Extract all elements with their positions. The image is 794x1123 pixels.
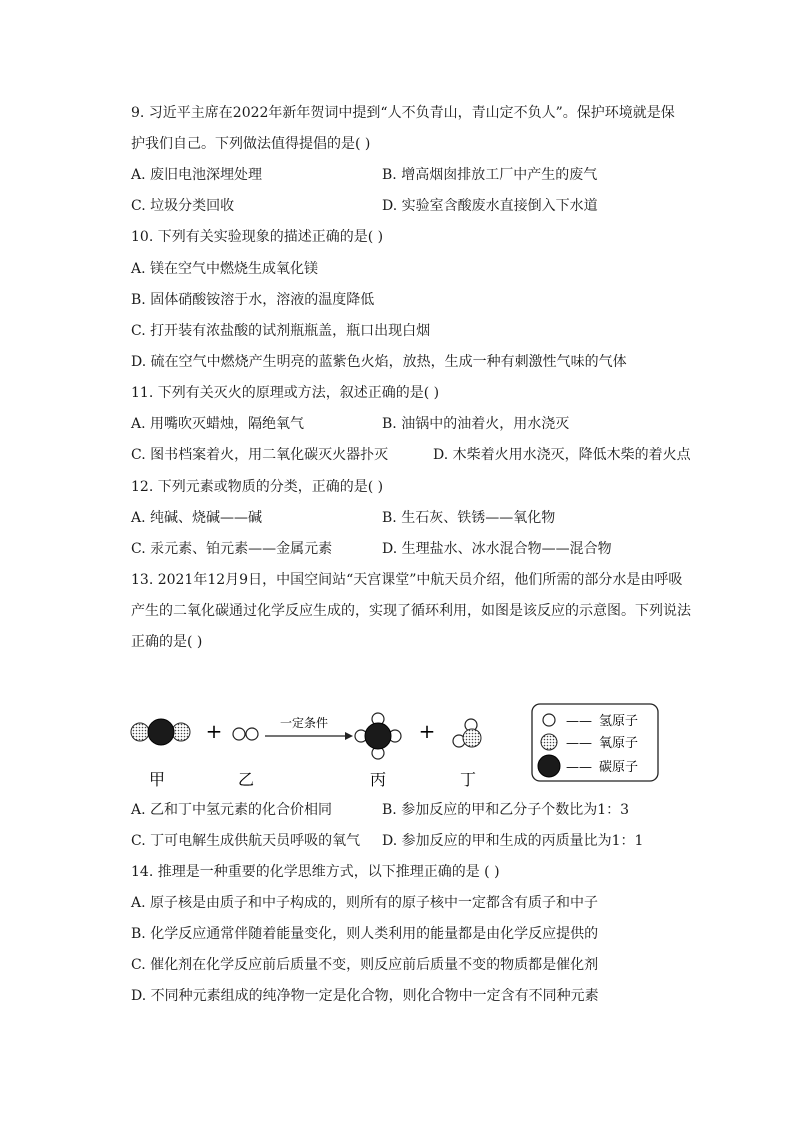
q12-option-a: A. 纯碱、烧碱——碱 [131,510,263,526]
legend-oxygen: 氧原子 [599,736,639,751]
legend-dash-3: —— [566,760,592,775]
q11-stem: 11. 下列有关灭火的原理或方法，叙述正确的是( ) [131,385,440,401]
q9-option-b: B. 增高烟囱排放工厂中产生的废气 [382,167,598,183]
q14-option-c: C. 催化剂在化学反应前后质量不变，则反应前后质量不变的物质都是催化剂 [131,957,599,973]
molecule-ding [453,719,481,747]
q11-option-b: B. 油锅中的油着火，用水浇灭 [382,416,570,432]
q13-option-a: A. 乙和丁中氢元素的化合价相同 [131,802,333,818]
legend-dash-1: —— [566,714,592,729]
q14-option-b: B. 化学反应通常伴随着能量变化，则人类利用的能量都是由化学反应提供的 [131,926,599,942]
q13-stem-line-3: 正确的是( ) [131,634,203,650]
q14-stem: 14. 推理是一种重要的化学思维方式，以下推理正确的是 ( ) [131,864,500,880]
label-yi: 乙 [237,770,255,789]
q9-option-c: C. 垃圾分类回收 [131,198,235,214]
molecule-jia [131,719,190,745]
q10-option-a: A. 镁在空气中燃烧生成氧化镁 [131,261,319,277]
q10-option-c: C. 打开装有浓盐酸的试剂瓶瓶盖，瓶口出现白烟 [131,323,431,339]
q13-option-b: B. 参加反应的甲和乙分子个数比为1：3 [382,802,630,818]
legend-hydrogen-icon [543,714,555,726]
q10-stem: 10. 下列有关实验现象的描述正确的是( ) [131,229,384,245]
q14-option-a: A. 原子核是由质子和中子构成的，则所有的原子核中一定都含有质子和中子 [131,895,599,911]
q13-stem-line-1: 13. 2021年12月9日，中国空间站“天宫课堂”中航天员介绍，他们所需的部分水是由呼吸 [131,572,683,588]
legend-dash-2: —— [566,736,592,751]
q10-option-d: D. 硫在空气中燃烧产生明亮的蓝紫色火焰，放热，生成一种有刺激性气味的气体 [131,354,627,370]
q10-option-b: B. 固体硝酸铵溶于水，溶液的温度降低 [131,292,375,308]
legend-oxygen-icon [541,734,557,750]
legend-carbon: 碳原子 [599,760,639,775]
q9-stem-line-1: 9. 习近平主席在2022年新年贺词中提到“人不负青山，青山定不负人”。保护环境就是保 [131,105,675,121]
q11-option-a: A. 用嘴吹灭蜡烛，隔绝氧气 [131,416,305,432]
reaction-diagram [0,690,794,795]
diagram-legend [532,704,658,781]
q9-option-d: D. 实验室含酸废水直接倒入下水道 [382,198,598,214]
q12-option-c: C. 汞元素、铂元素——金属元素 [131,541,333,557]
q11-option-c: C. 图书档案着火，用二氧化碳灭火器扑灭 [131,447,389,463]
label-bing: 丙 [369,770,387,789]
molecule-yi [233,728,258,740]
molecule-bing [355,713,401,759]
reaction-condition: 一定条件 [279,716,329,730]
q13-option-d: D. 参加反应的甲和生成的丙质量比为1：1 [382,833,644,849]
q13-stem-line-2: 产生的二氧化碳通过化学反应生成的，实现了循环利用，如图是该反应的示意图。下列说法 [131,603,691,619]
label-ding: 丁 [459,770,477,789]
q9-option-a: A. 废旧电池深埋处理 [131,167,263,183]
q14-option-d: D. 不同种元素组成的纯净物一定是化合物，则化合物中一定含有不同种元素 [131,988,599,1004]
legend-hydrogen: 氢原子 [599,714,639,729]
q12-stem: 12. 下列元素或物质的分类，正确的是( ) [131,479,384,495]
reaction-arrow-icon [265,732,353,740]
plus-sign-2: + [418,719,436,743]
q9-stem-line-2: 护我们自己。下列做法值得提倡的是( ) [131,136,371,152]
legend-carbon-icon [538,755,560,777]
q12-option-b: B. 生石灰、铁锈——氧化物 [382,510,556,526]
q12-option-d: D. 生理盐水、冰水混合物——混合物 [382,541,612,557]
q11-option-d: D. 木柴着火用水浇灭，降低木柴的着火点 [433,447,691,463]
label-jia: 甲 [148,770,166,789]
plus-sign-1: + [205,719,223,743]
q13-option-c: C. 丁可电解生成供航天员呼吸的氧气 [131,833,361,849]
